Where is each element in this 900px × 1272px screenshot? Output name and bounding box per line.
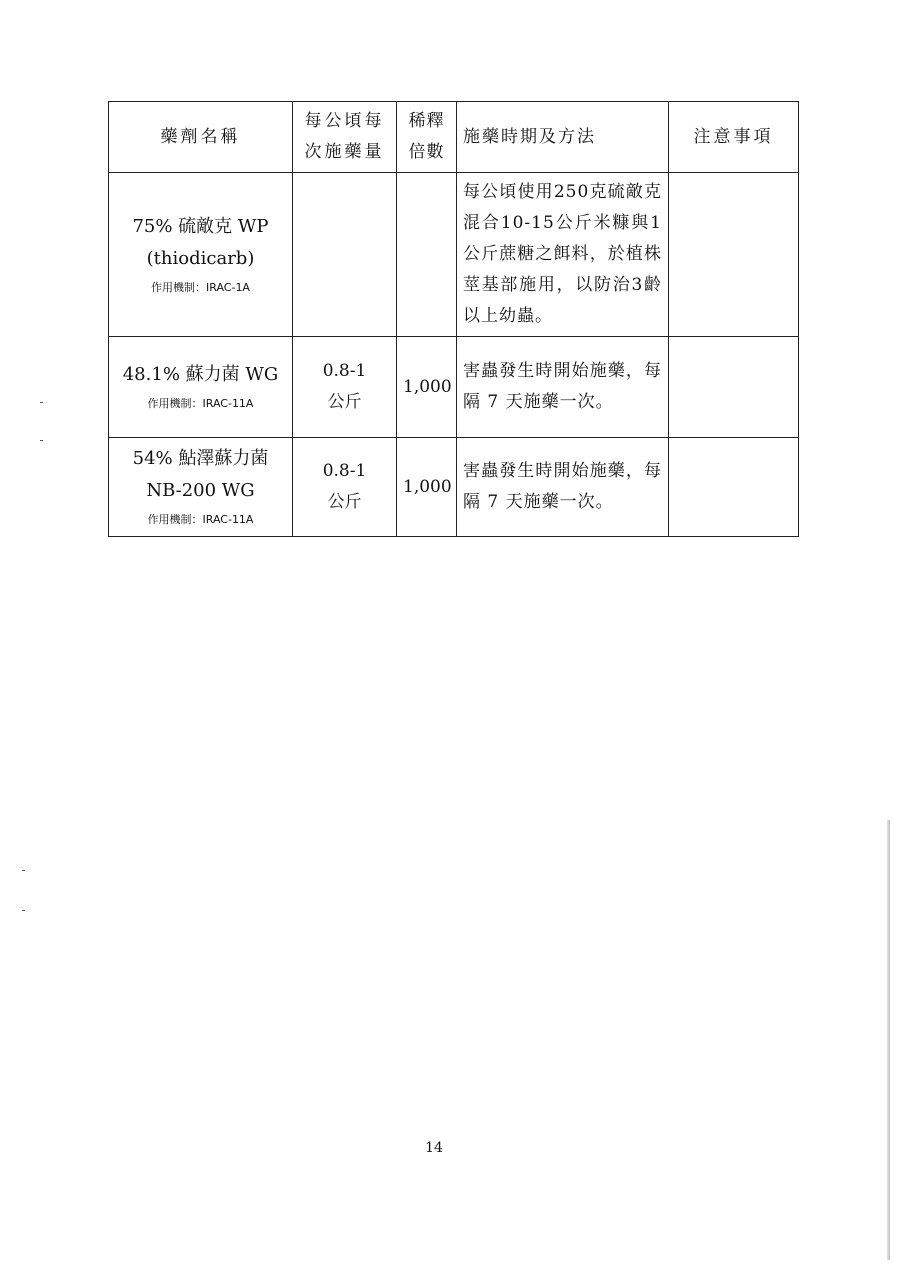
header-dose: [293, 102, 397, 173]
dilution-cell: [397, 173, 457, 337]
header-name: [109, 102, 293, 173]
scan-speck: [22, 910, 25, 911]
scan-speck: [22, 870, 25, 871]
dilution-value: 1,000: [403, 376, 452, 397]
header-dilution-line1: 稀釋: [408, 111, 445, 131]
table-row: [109, 438, 799, 537]
dose-unit: 公斤: [327, 492, 362, 512]
pesticide-name: 54% 鮎澤蘇力菌: [132, 448, 269, 469]
page-number: 14: [425, 1140, 443, 1156]
pesticide-formulation: NB-200 WG: [146, 480, 255, 501]
table-header-row: [109, 102, 799, 173]
method-cell: [457, 337, 669, 438]
dose-value: 0.8-1: [322, 361, 367, 381]
dose-unit: 公斤: [327, 392, 362, 412]
mode-of-action: 作用機制：IRAC-11A: [147, 513, 254, 526]
dose-cell: [293, 337, 397, 438]
notes-cell: [669, 173, 799, 337]
pesticide-name: 48.1% 蘇力菌 WG: [122, 364, 279, 385]
pesticide-name-cell: [109, 337, 293, 438]
dilution-value: 1,000: [403, 476, 452, 497]
method-cell: [457, 173, 669, 337]
notes-cell: [669, 438, 799, 537]
header-dose-line2: 次施藥量: [304, 142, 385, 162]
header-notes-label: 注意事項: [693, 126, 774, 147]
dose-cell: [293, 438, 397, 537]
header-dose-line1: 每公頃每: [304, 111, 385, 131]
scan-page-edge: [887, 820, 890, 1260]
scan-speck: [40, 402, 43, 403]
method-text: 害蟲發生時開始施藥，每隔 7 天施藥一次。: [463, 361, 662, 412]
pesticide-name-cell: [109, 173, 293, 337]
header-method-label: 施藥時期及方法: [463, 126, 596, 147]
dose-value: 0.8-1: [322, 461, 367, 481]
pesticide-name-cell: [109, 438, 293, 537]
pesticide-table: [108, 101, 799, 537]
header-method: [457, 102, 669, 173]
pesticide-common-name: (thiodicarb): [146, 247, 255, 269]
header-dilution: [397, 102, 457, 173]
dilution-cell: [397, 438, 457, 537]
header-name-label: 藥劑名稱: [160, 126, 241, 147]
mode-of-action: 作用機制：IRAC-11A: [147, 397, 254, 410]
dose-cell: [293, 173, 397, 337]
header-notes: [669, 102, 799, 173]
method-cell: [457, 438, 669, 537]
scan-speck: [40, 440, 43, 441]
method-text: 每公頃使用250克硫敵克混合10-15公斤米糠與1公斤蔗糖之餌料，於植株莖基部施用，以防治3齡以上幼蟲。: [463, 182, 662, 326]
table-row: [109, 173, 799, 337]
pesticide-name: 75% 硫敵克 WP: [132, 215, 269, 237]
notes-cell: [669, 337, 799, 438]
dilution-cell: [397, 337, 457, 438]
mode-of-action: 作用機制：IRAC-1A: [151, 280, 250, 294]
table-row: [109, 337, 799, 438]
header-dilution-line2: 倍數: [408, 142, 445, 162]
method-text: 害蟲發生時開始施藥，每隔 7 天施藥一次。: [463, 461, 662, 512]
